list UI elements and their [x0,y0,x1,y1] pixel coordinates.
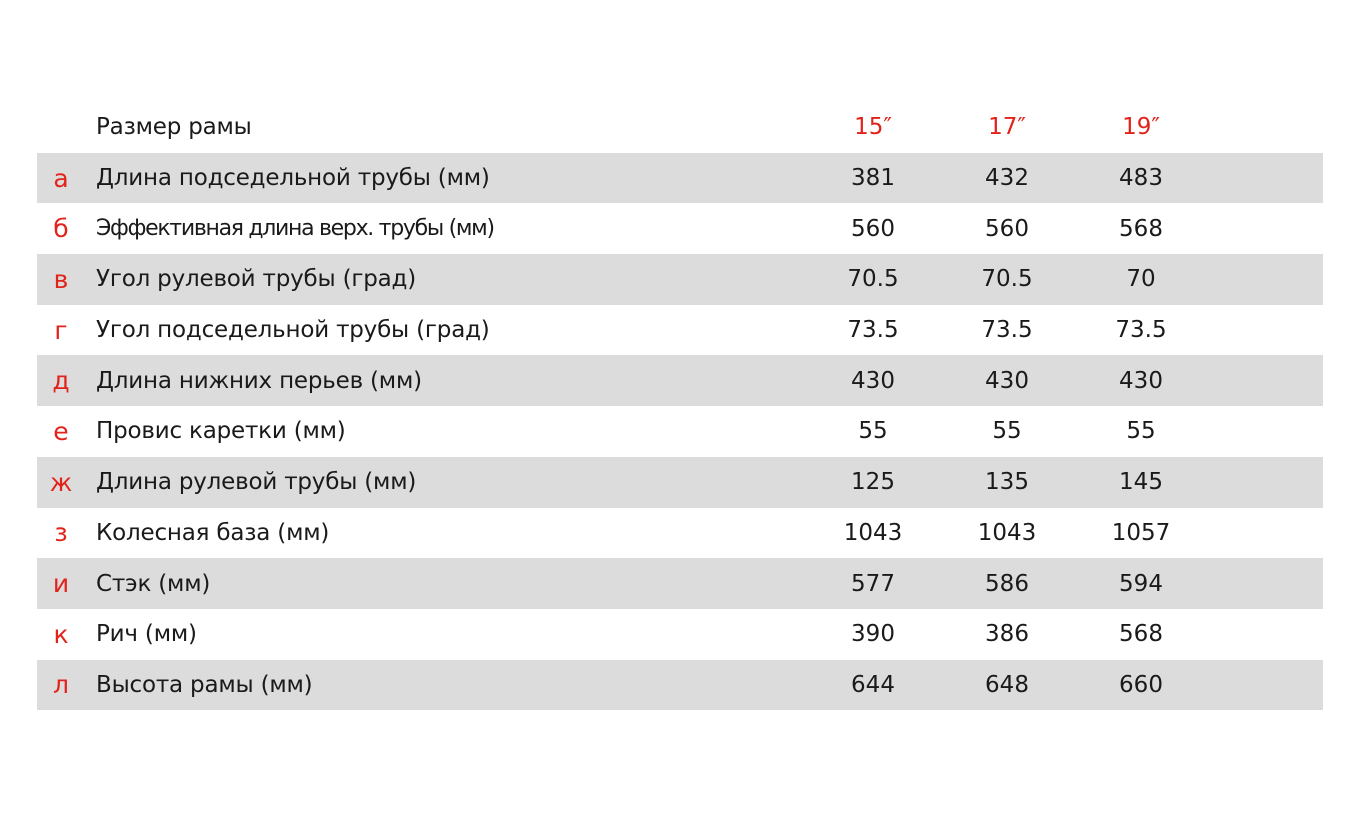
table-row-wheelbase [37,508,1323,559]
row-letter: е [53,416,69,446]
size-19-header: 19″ [1122,114,1160,141]
table-row-head-angle [37,254,1323,305]
value-15: 125 [851,469,895,496]
value-19: 430 [1119,367,1163,394]
table-row-chainstay-length [37,355,1323,406]
value-17: 73.5 [981,317,1033,344]
table-row-reach [37,609,1323,660]
value-19: 145 [1119,469,1163,496]
value-15: 381 [851,165,895,192]
value-19: 568 [1119,621,1163,648]
value-15: 644 [851,671,895,698]
table-row-stack [37,558,1323,609]
value-15: 577 [851,570,895,597]
value-19: 568 [1119,215,1163,242]
row-label: Длина нижних перьев (мм) [96,367,422,394]
row-letter: г [54,315,68,345]
value-17: 135 [985,469,1029,496]
table-row-top-tube-length [37,203,1323,254]
value-19: 73.5 [1115,317,1167,344]
value-15: 70.5 [847,266,899,293]
value-19: 1057 [1111,519,1171,546]
geometry-table [37,102,1323,710]
row-label: Эффективная длина верх. трубы (мм) [96,216,494,242]
row-letter: л [53,670,69,700]
row-label: Колесная база (мм) [96,519,330,546]
row-label: Стэк (мм) [96,570,211,597]
size-17-header: 17″ [988,114,1026,141]
row-letter: ж [49,467,73,497]
value-17: 1043 [977,519,1037,546]
table-row-frame-height [37,660,1323,711]
size-15-header: 15″ [854,114,892,141]
value-19: 70 [1126,266,1156,293]
row-label: Длина подседельной трубы (мм) [96,165,490,192]
row-label: Рич (мм) [96,621,197,648]
row-letter: а [53,163,69,193]
row-label: Длина рулевой трубы (мм) [96,469,417,496]
value-17: 70.5 [981,266,1033,293]
table-header-row [37,102,1323,153]
value-17: 560 [985,215,1029,242]
value-15: 390 [851,621,895,648]
value-17: 430 [985,367,1029,394]
value-17: 648 [985,671,1029,698]
row-label: Высота рамы (мм) [96,671,313,698]
value-15: 1043 [843,519,903,546]
row-letter: д [52,366,70,396]
table-row-seat-angle [37,305,1323,356]
value-19: 55 [1126,418,1156,445]
row-label: Провис каретки (мм) [96,418,346,445]
frame-size-label: Размер рамы [96,114,252,141]
value-19: 594 [1119,570,1163,597]
value-15: 430 [851,367,895,394]
value-17: 386 [985,621,1029,648]
row-label: Угол подседельной трубы (град) [96,317,490,344]
row-letter: к [53,619,69,649]
row-letter: в [53,264,69,294]
value-15: 560 [851,215,895,242]
value-19: 483 [1119,165,1163,192]
value-15: 73.5 [847,317,899,344]
row-letter: б [53,214,69,244]
value-17: 586 [985,570,1029,597]
row-letter: з [54,518,68,548]
value-19: 660 [1119,671,1163,698]
value-15: 55 [858,418,888,445]
table-row-seat-tube-length [37,153,1323,204]
value-17: 55 [992,418,1022,445]
row-letter: и [52,569,70,599]
row-label: Угол рулевой трубы (град) [96,266,417,293]
value-17: 432 [985,165,1029,192]
table-row-bb-drop [37,406,1323,457]
table-row-head-tube-length [37,457,1323,508]
